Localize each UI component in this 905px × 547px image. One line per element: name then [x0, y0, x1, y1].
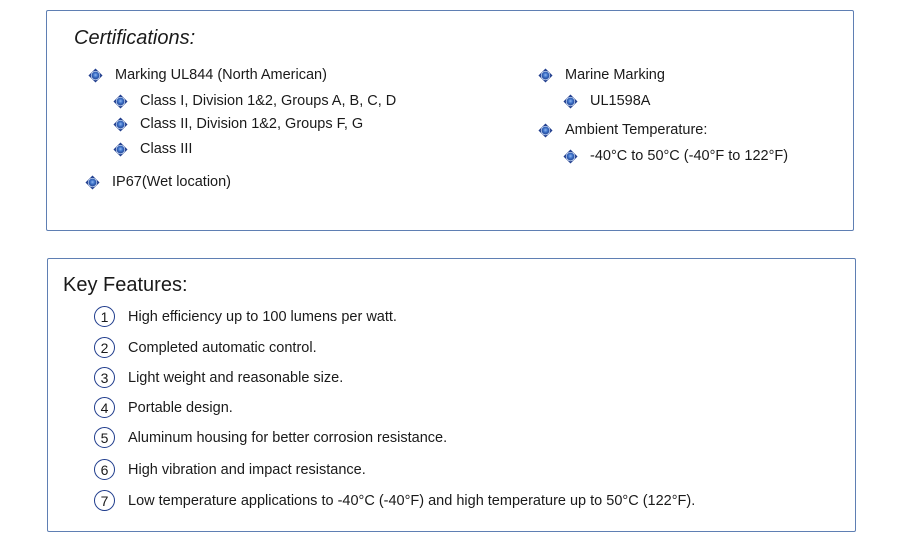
- feature-item: [94, 306, 397, 327]
- cert-item-label: Class II, Division 1&2, Groups F, G: [140, 116, 364, 132]
- cert-item-ip67: [85, 174, 231, 190]
- cert-item-label: -40°C to 50°C (-40°F to 122°F): [590, 148, 789, 164]
- feature-text: Aluminum housing for better corrosion resistance.: [128, 429, 448, 446]
- feature-number-badge: 5: [94, 427, 115, 448]
- cert-item-label: IP67(Wet location): [112, 174, 232, 190]
- cert-item-label: Class I, Division 1&2, Groups A, B, C, D: [140, 93, 397, 109]
- feature-text: Low temperature applications to -40°C (-40°F) and high temperature up to 50°C (122°F).: [128, 492, 696, 509]
- cert-item-marine: [538, 67, 665, 83]
- certifications-panel: [46, 10, 854, 231]
- feature-text: Completed automatic control.: [128, 339, 317, 356]
- diamond-bullet-icon: [113, 94, 128, 109]
- cert-item-label: UL1598A: [590, 93, 651, 109]
- feature-item: [94, 427, 447, 448]
- diamond-bullet-icon: [538, 68, 553, 83]
- diamond-bullet-icon: [563, 149, 578, 164]
- feature-item: [94, 397, 233, 418]
- diamond-bullet-icon: [563, 94, 578, 109]
- diamond-bullet-icon: [85, 175, 100, 190]
- diamond-bullet-icon: [113, 117, 128, 132]
- key-features-title: Key Features:: [63, 274, 188, 296]
- cert-item-ul1598a: [563, 93, 650, 109]
- feature-text: High efficiency up to 100 lumens per watt.: [128, 308, 397, 325]
- diamond-bullet-icon: [113, 142, 128, 157]
- cert-item-class-1: [113, 93, 396, 109]
- feature-item: [94, 490, 695, 511]
- cert-item-ambient: [538, 122, 707, 138]
- feature-number-badge: 6: [94, 459, 115, 480]
- cert-item-label: Class III: [140, 141, 193, 157]
- cert-item-label: Ambient Temperature:: [565, 122, 708, 138]
- cert-item-label: Marine Marking: [565, 67, 665, 83]
- feature-number-badge: 7: [94, 490, 115, 511]
- cert-item-class-3: [113, 141, 192, 157]
- feature-number-badge: 3: [94, 367, 115, 388]
- feature-text: Portable design.: [128, 399, 233, 416]
- cert-item-class-2: [113, 116, 363, 132]
- diamond-bullet-icon: [88, 68, 103, 83]
- diamond-bullet-icon: [538, 123, 553, 138]
- cert-item-ul844: [88, 67, 327, 83]
- feature-text: Light weight and reasonable size.: [128, 369, 344, 386]
- feature-item: [94, 337, 317, 358]
- feature-number-badge: 1: [94, 306, 115, 327]
- certifications-title: Certifications:: [74, 27, 196, 49]
- cert-item-label: Marking UL844 (North American): [115, 67, 327, 83]
- feature-number-badge: 4: [94, 397, 115, 418]
- feature-text: High vibration and impact resistance.: [128, 461, 366, 478]
- key-features-panel: [47, 258, 856, 532]
- feature-item: [94, 367, 343, 388]
- feature-number-badge: 2: [94, 337, 115, 358]
- cert-item-temp-range: [563, 148, 788, 164]
- feature-item: [94, 459, 366, 480]
